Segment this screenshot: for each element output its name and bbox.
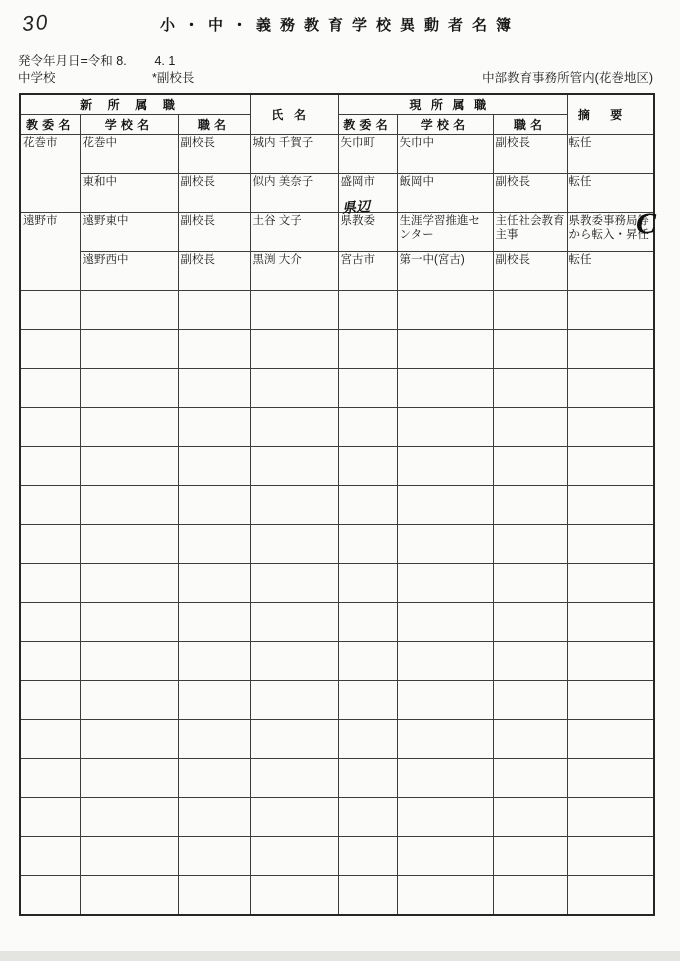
cell-cur-school: 矢巾中: [397, 135, 493, 174]
transfer-roster-table: [19, 93, 655, 916]
table-row-empty: [20, 525, 654, 564]
cell-cur-school: 飯岡中: [397, 174, 493, 213]
cell-new-school: 東和中: [80, 174, 178, 213]
table-row-empty: [20, 408, 654, 447]
handwritten-pen-note: 県辺: [341, 198, 371, 216]
table-row-empty: [20, 759, 654, 798]
table-row-empty: [20, 720, 654, 759]
cell-name: 土谷 文子: [250, 213, 338, 252]
table-row: [20, 135, 654, 174]
header-name: 氏名: [250, 94, 338, 135]
table-row-empty: [20, 291, 654, 330]
header-new-board: 教委名: [20, 115, 80, 135]
table-row-empty: [20, 837, 654, 876]
school-level-label: 中学校: [18, 71, 56, 85]
table-row-empty: [20, 447, 654, 486]
table-row-empty: [20, 330, 654, 369]
cell-new-school: 遠野東中: [80, 213, 178, 252]
header-cur-board: 教委名: [338, 115, 397, 135]
cell-cur-board: 宮古市: [338, 252, 397, 291]
cell-new-title: 副校長: [178, 174, 250, 213]
document-title: 小・中・義務教育学校異動者名簿: [159, 17, 520, 34]
header-new-post: 新所属職: [20, 94, 250, 115]
header-cur-school: 学校名: [397, 115, 493, 135]
position-filter-label: *副校長: [152, 71, 195, 85]
cell-new-school: 遠野西中: [80, 252, 178, 291]
cell-new-school: 花巻中: [80, 135, 178, 174]
table-row: [20, 252, 654, 291]
cell-cur-board: 盛岡市: [338, 174, 397, 213]
header-remarks: 摘要: [567, 94, 654, 135]
cell-cur-title: 主任社会教育主事: [493, 213, 567, 252]
cell-cur-board: 県教委: [338, 213, 397, 252]
cell-remark: 転任: [567, 252, 654, 291]
cell-remark: 県教委事務局等から転入・昇任: [567, 213, 654, 252]
meta-line: [0, 68, 680, 84]
cell-new-title: 副校長: [178, 135, 250, 174]
table-row-empty: [20, 681, 654, 720]
table-row-empty: [20, 369, 654, 408]
table-row-empty: [20, 564, 654, 603]
cell-name: 似内 美奈子: [250, 174, 338, 213]
cell-new-title: 副校長: [178, 252, 250, 291]
header-new-school: 学校名: [80, 115, 178, 135]
handwritten-letter-c: C: [636, 207, 657, 240]
cell-remark: 転任: [567, 174, 654, 213]
cell-new-board: 遠野市: [20, 213, 80, 291]
cell-name: 城内 千賀子: [250, 135, 338, 174]
header-cur-title: 職名: [493, 115, 567, 135]
table-row-empty: [20, 486, 654, 525]
header-current-post: 現所属職: [338, 94, 567, 115]
cell-new-board: 花巻市: [20, 135, 80, 213]
table-row-empty: [20, 876, 654, 915]
cell-name: 黒渕 大介: [250, 252, 338, 291]
cell-cur-title: 副校長: [493, 174, 567, 213]
table-row-empty: [20, 603, 654, 642]
cell-cur-board: 矢巾町: [338, 135, 397, 174]
table-row: [20, 213, 654, 252]
district-office-label: 中部教育事務所管内(花巻地区): [482, 71, 653, 85]
issue-date-line: 発令年月日=令和 8. 4. 1: [18, 54, 176, 68]
cell-cur-school: 生涯学習推進センター: [397, 213, 493, 252]
cell-remark: 転任: [567, 135, 654, 174]
cell-cur-school: 第一中(宮古): [397, 252, 493, 291]
table-row: [20, 174, 654, 213]
table-row-empty: [20, 642, 654, 681]
handwritten-page-number: 30: [21, 10, 51, 37]
header-new-title: 職名: [178, 115, 250, 135]
cell-new-title: 副校長: [178, 213, 250, 252]
scan-edge-shadow: [0, 951, 680, 961]
cell-cur-title: 副校長: [493, 135, 567, 174]
cell-cur-title: 副校長: [493, 252, 567, 291]
header-group-row: [20, 94, 654, 115]
table-row-empty: [20, 798, 654, 837]
